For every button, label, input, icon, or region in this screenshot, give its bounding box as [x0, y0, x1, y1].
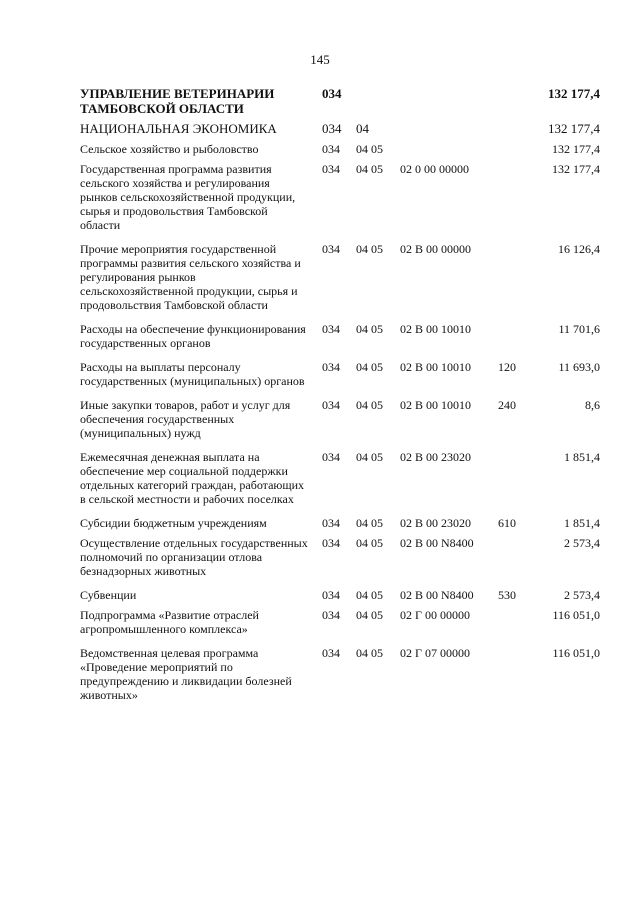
- table-row: [80, 450, 600, 506]
- row-rz: 04 05: [356, 398, 383, 412]
- row-rz: 04 05: [356, 536, 383, 550]
- row-ved: 034: [322, 86, 342, 101]
- row-cs: 02 В 00 N8400: [400, 588, 474, 602]
- row-rz: 04 05: [356, 588, 383, 602]
- row-rz: 04 05: [356, 646, 383, 660]
- row-name: Государственная программа развития сельского хозяйства и регулирования рынков сельскохозяйственной продукции, сырья и продовольствия Тамбовской области: [80, 162, 296, 232]
- row-cs: 02 В 00 10010: [400, 322, 472, 336]
- table-row: [80, 588, 600, 602]
- row-name: Подпрограмма «Развитие отраслей агропромышленного комплекса»: [80, 608, 259, 636]
- row-cs: 02 В 00 10010: [400, 360, 472, 374]
- row-ved: 034: [322, 398, 340, 412]
- row-name: Субсидии бюджетным учреждениям: [80, 516, 267, 530]
- row-ved: 034: [322, 360, 340, 374]
- table-row: [80, 536, 600, 578]
- row-sum: 16 126,4: [558, 242, 600, 256]
- row-sum: 1 851,4: [564, 516, 600, 530]
- row-vr: 120: [498, 360, 516, 374]
- row-cs: 02 0 00 00000: [400, 162, 469, 176]
- row-ved: 034: [322, 162, 340, 176]
- row-name: Прочие мероприятия государственной программы развития сельского хозяйства и регулирования рынков сельскохозяйственной продукции, сырья и продовольствия Тамбовской области: [80, 242, 301, 312]
- row-ved: 034: [322, 536, 340, 550]
- row-sum: 116 051,0: [552, 608, 600, 622]
- page-number: 145: [310, 52, 330, 67]
- row-sum: 132 177,4: [552, 162, 600, 176]
- row-cs: 02 В 00 00000: [400, 242, 472, 256]
- row-ved: 034: [322, 142, 340, 156]
- row-rz: 04 05: [356, 162, 383, 176]
- row-name: Ежемесячная денежная выплата на обеспечение мер социальной поддержки отдельных категорий граждан, работающих в сельской местности и рабочих поселках: [80, 450, 305, 506]
- row-sum: 132 177,4: [552, 142, 600, 156]
- row-rz: 04 05: [356, 322, 383, 336]
- row-sum: 1 851,4: [564, 450, 600, 464]
- row-ved: 034: [322, 516, 340, 530]
- row-rz: 04 05: [356, 360, 383, 374]
- row-sum: 11 693,0: [558, 360, 600, 374]
- row-cs: 02 В 00 23020: [400, 516, 472, 530]
- row-ved: 034: [322, 322, 340, 336]
- row-rz: 04: [356, 121, 369, 136]
- table-row: [80, 122, 600, 136]
- row-name: Субвенции: [80, 588, 137, 602]
- row-rz: 04 05: [356, 608, 383, 622]
- row-ved: 034: [322, 121, 342, 136]
- row-sum: 2 573,4: [564, 588, 600, 602]
- row-cs: 02 Г 00 00000: [400, 608, 470, 622]
- row-name: Расходы на обеспечение функционирования государственных органов: [80, 322, 306, 350]
- row-ved: 034: [322, 588, 340, 602]
- table-row: [80, 142, 600, 156]
- row-sum: 2 573,4: [564, 536, 600, 550]
- row-name: Иные закупки товаров, работ и услуг для обеспечения государственных (муниципальных) нужд: [80, 398, 291, 440]
- row-name: Расходы на выплаты персоналу государственных (муниципальных) органов: [80, 360, 305, 388]
- table-row: [80, 516, 600, 530]
- row-name: Осуществление отдельных государственных полномочий по организации отлова безнадзорных животных: [80, 536, 308, 578]
- row-rz: 04 05: [356, 242, 383, 256]
- row-rz: 04 05: [356, 450, 383, 464]
- row-sum: 132 177,4: [548, 121, 600, 136]
- row-cs: 02 В 00 23020: [400, 450, 472, 464]
- row-rz: 04 05: [356, 516, 383, 530]
- row-sum: 132 177,4: [548, 86, 600, 101]
- table-row: [80, 86, 600, 116]
- row-name: Сельское хозяйство и рыболовство: [80, 142, 259, 156]
- row-sum: 11 701,6: [558, 322, 600, 336]
- table-row: [80, 646, 600, 702]
- row-name: УПРАВЛЕНИЕ ВЕТЕРИНАРИИ ТАМБОВСКОЙ ОБЛАСТИ: [80, 86, 275, 116]
- row-name: НАЦИОНАЛЬНАЯ ЭКОНОМИКА: [80, 121, 277, 136]
- row-cs: 02 В 00 N8400: [400, 536, 474, 550]
- row-sum: 8,6: [585, 398, 600, 412]
- table-row: [80, 322, 600, 350]
- table-row: [80, 162, 600, 232]
- row-sum: 116 051,0: [552, 646, 600, 660]
- row-cs: 02 В 00 10010: [400, 398, 472, 412]
- row-name: Ведомственная целевая программа «Проведение мероприятий по предупреждению и ликвидации болезней животных»: [80, 646, 292, 702]
- table-row: [80, 360, 600, 388]
- row-vr: 610: [498, 516, 516, 530]
- row-ved: 034: [322, 646, 340, 660]
- row-ved: 034: [322, 450, 340, 464]
- row-rz: 04 05: [356, 142, 383, 156]
- table-row: [80, 242, 600, 312]
- row-ved: 034: [322, 608, 340, 622]
- budget-table: [80, 86, 600, 702]
- table-row: [80, 608, 600, 636]
- row-vr: 240: [498, 398, 516, 412]
- row-vr: 530: [498, 588, 516, 602]
- row-ved: 034: [322, 242, 340, 256]
- table-row: [80, 398, 600, 440]
- row-cs: 02 Г 07 00000: [400, 646, 470, 660]
